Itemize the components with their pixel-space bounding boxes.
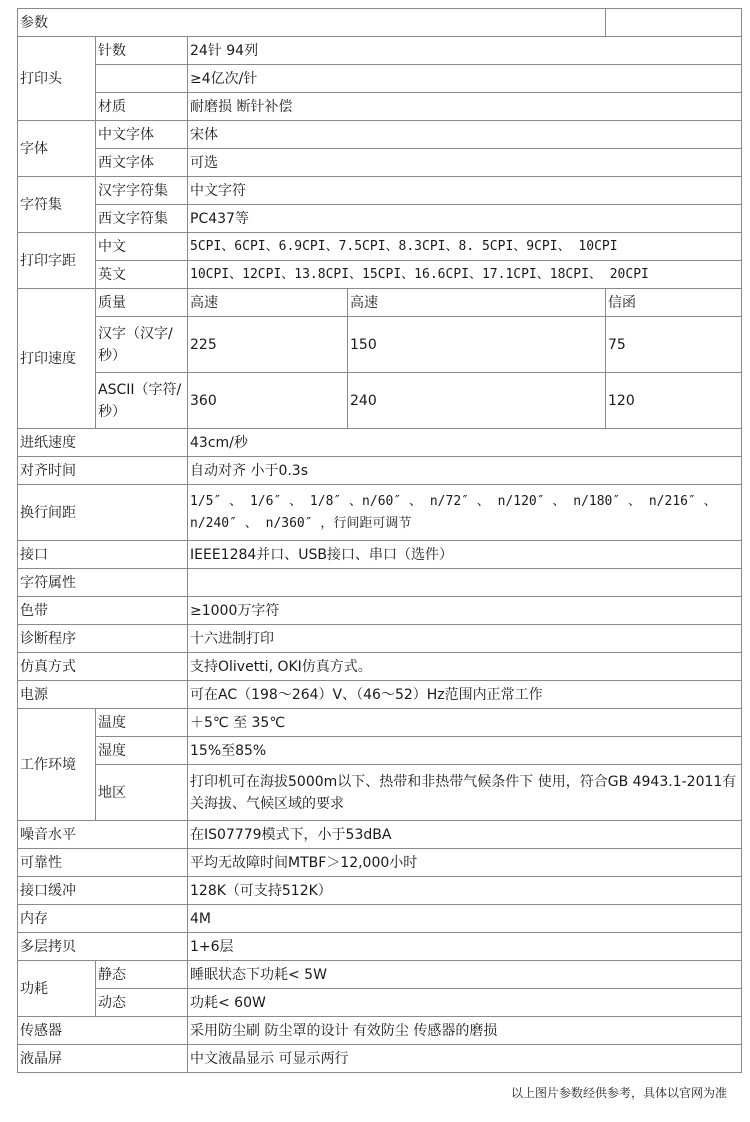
row-value: 打印机可在海拔5000m以下、热带和非热带气候条件下 使用，符合GB 4943.1-2011有关海拔、气候区域的要求: [188, 765, 742, 821]
row-value: 5CPI、6CPI、6.9CPI、7.5CPI、8.3CPI、8. 5CPI、9CPI、 10CPI: [188, 233, 742, 261]
table-row: [18, 177, 742, 205]
speed-value-cell: 225: [188, 317, 348, 373]
row-value: 耐磨损 断针补偿: [188, 93, 742, 121]
row-label: 材质: [96, 93, 188, 121]
row-label: 噪音水平: [18, 821, 188, 849]
row-label: 中文字体: [96, 121, 188, 149]
row-value: 10CPI、12CPI、13.8CPI、15CPI、16.6CPI、17.1CPI、18CPI、 20CPI: [188, 261, 742, 289]
row-label: 可靠性: [18, 849, 188, 877]
table-row: [18, 93, 742, 121]
header-extra-cell: [606, 9, 742, 37]
row-label: 进纸速度: [18, 429, 188, 457]
row-label: 电源: [18, 681, 188, 709]
speed-value-cell: 150: [348, 317, 606, 373]
table-row: [18, 989, 742, 1017]
table-row: [18, 373, 742, 429]
row-label: 温度: [96, 709, 188, 737]
speed-header-cell: 质量: [96, 289, 188, 317]
row-label: 动态: [96, 989, 188, 1017]
table-row: [18, 233, 742, 261]
row-label: 仿真方式: [18, 653, 188, 681]
row-label: 接口: [18, 541, 188, 569]
row-label: 西文字体: [96, 149, 188, 177]
table-row: [18, 317, 742, 373]
group-label: 字符集: [18, 177, 96, 233]
row-label: 对齐时间: [18, 457, 188, 485]
row-value: 采用防尘刷 防尘罩的设计 有效防尘 传感器的磨损: [188, 1017, 742, 1045]
row-label: 湿度: [96, 737, 188, 765]
row-label: 汉字字符集: [96, 177, 188, 205]
row-value: 1+6层: [188, 933, 742, 961]
table-row: [18, 625, 742, 653]
row-value: 自动对齐 小于0.3s: [188, 457, 742, 485]
table-row: [18, 121, 742, 149]
row-value: 功耗< 60W: [188, 989, 742, 1017]
row-label: 多层拷贝: [18, 933, 188, 961]
row-label: 接口缓冲: [18, 877, 188, 905]
row-label: 换行间距: [18, 485, 188, 541]
row-value: 支持Olivetti, OKI仿真方式。: [188, 653, 742, 681]
row-value: 4M: [188, 905, 742, 933]
row-label: 色带: [18, 597, 188, 625]
row-value: 可在AC（198～264）V、（46～52）Hz范围内正常工作: [188, 681, 742, 709]
table-row: [18, 149, 742, 177]
table-row: [18, 37, 742, 65]
footer-note: 以上图片参数经供参考，具体以官网为准: [510, 1086, 727, 1100]
table-row: [18, 849, 742, 877]
row-value: ≥4亿次/针: [188, 65, 742, 93]
row-label: 英文: [96, 261, 188, 289]
row-value: ＋5℃ 至 35℃: [188, 709, 742, 737]
row-value: 十六进制打印: [188, 625, 742, 653]
table-row: [18, 261, 742, 289]
table-row: [18, 457, 742, 485]
row-value: IEEE1284并口、USB接口、串口（选件）: [188, 541, 742, 569]
table-row: [18, 653, 742, 681]
group-label: 打印速度: [18, 289, 96, 429]
table-row: [18, 821, 742, 849]
row-label: 字符属性: [18, 569, 188, 597]
row-value: ≥1000万字符: [188, 597, 742, 625]
group-label: 打印字距: [18, 233, 96, 289]
speed-value-cell: 360: [188, 373, 348, 429]
row-value: 可选: [188, 149, 742, 177]
table-row: [18, 1017, 742, 1045]
table-row: [18, 569, 742, 597]
row-value: 在IS07779模式下，小于53dBA: [188, 821, 742, 849]
row-label: 汉字（汉字/秒）: [96, 317, 188, 373]
row-value: 1/5″ 、 1/6″ 、 1/8″ 、n/60″ 、 n/72″ 、 n/120″ 、 n/180″ 、 n/216″ 、 n/240″ 、 n/360″ ，行间距可调节: [188, 485, 742, 541]
row-value: 中文字符: [188, 177, 742, 205]
table-row: [18, 485, 742, 541]
speed-header-cell: 高速: [188, 289, 348, 317]
table-row: [18, 765, 742, 821]
table-row: [18, 289, 742, 317]
row-label: 诊断程序: [18, 625, 188, 653]
row-value: 15%至85%: [188, 737, 742, 765]
table-row: [18, 597, 742, 625]
speed-value-cell: 240: [348, 373, 606, 429]
row-value: 睡眠状态下功耗< 5W: [188, 961, 742, 989]
table-row: [18, 205, 742, 233]
group-label: 工作环境: [18, 709, 96, 821]
table-row: [18, 905, 742, 933]
table-row: [18, 737, 742, 765]
row-label: 中文: [96, 233, 188, 261]
group-label: 打印头: [18, 37, 96, 121]
row-value: 宋体: [188, 121, 742, 149]
row-label: 针数: [96, 37, 188, 65]
row-value: 43cm/秒: [188, 429, 742, 457]
table-row: [18, 9, 742, 37]
row-label: ASCII（字符/秒）: [96, 373, 188, 429]
table-row: [18, 709, 742, 737]
row-value: 24针 94列: [188, 37, 742, 65]
group-label: 功耗: [18, 961, 96, 1017]
table-row: [18, 961, 742, 989]
table-row: [18, 877, 742, 905]
row-value: 128K（可支持512K）: [188, 877, 742, 905]
header-cell: 参数: [18, 9, 606, 37]
table-row: [18, 429, 742, 457]
row-value: 中文液晶显示 可显示两行: [188, 1045, 742, 1073]
row-label: [96, 65, 188, 93]
group-label: 字体: [18, 121, 96, 177]
row-value: 平均无故障时间MTBF＞12,000小时: [188, 849, 742, 877]
row-label: 内存: [18, 905, 188, 933]
row-value: [188, 569, 742, 597]
speed-header-cell: 信函: [606, 289, 742, 317]
speed-value-cell: 120: [606, 373, 742, 429]
speed-header-cell: 高速: [348, 289, 606, 317]
speed-value-cell: 75: [606, 317, 742, 373]
spec-table: [17, 8, 742, 1073]
table-row: [18, 65, 742, 93]
table-row: [18, 681, 742, 709]
row-label: 传感器: [18, 1017, 188, 1045]
row-value: PC437等: [188, 205, 742, 233]
table-row: [18, 933, 742, 961]
row-label: 西文字符集: [96, 205, 188, 233]
table-row: [18, 541, 742, 569]
row-label: 地区: [96, 765, 188, 821]
table-row: [18, 1045, 742, 1073]
row-label: 液晶屏: [18, 1045, 188, 1073]
row-label: 静态: [96, 961, 188, 989]
